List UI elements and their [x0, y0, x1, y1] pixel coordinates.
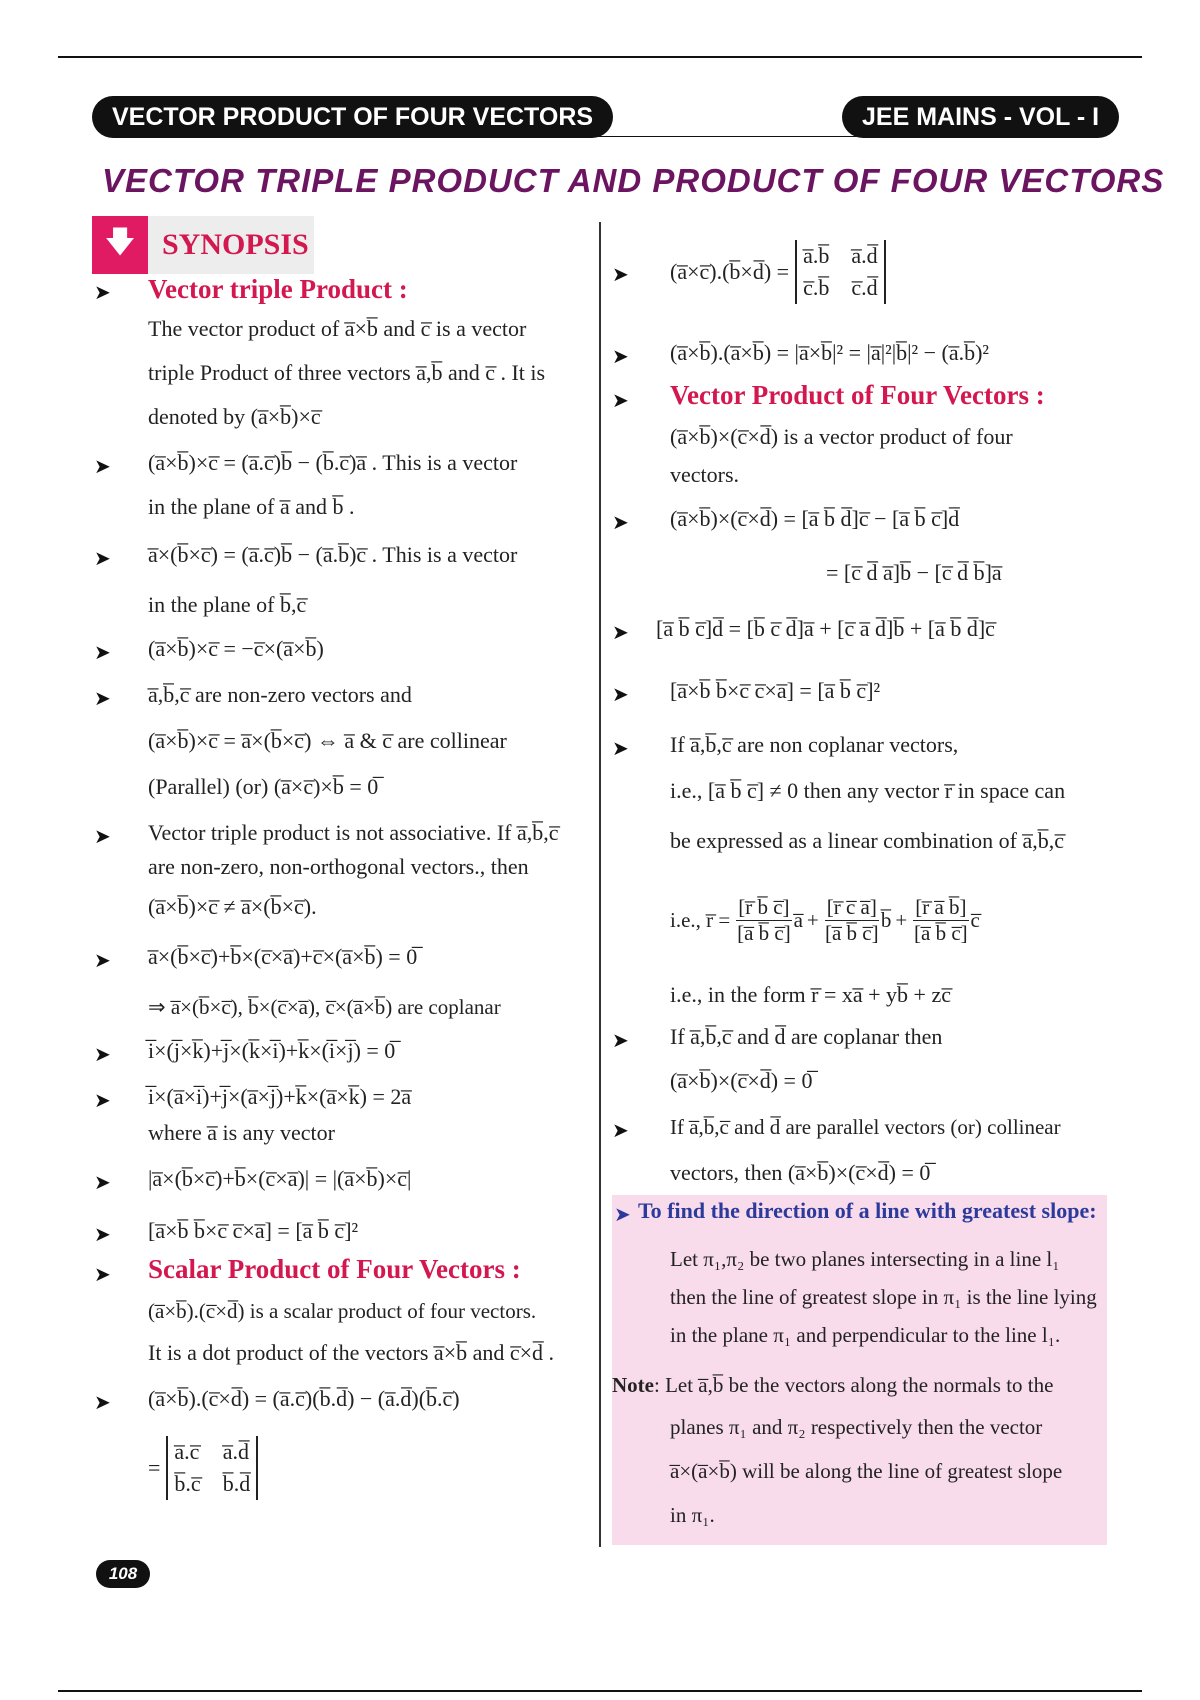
bullet-arrow-icon: ➤: [94, 1222, 111, 1246]
section-tag: VECTOR PRODUCT OF FOUR VECTORS: [92, 96, 613, 138]
determinant-matrix: [795, 240, 886, 304]
synopsis-label: SYNOPSIS: [148, 216, 314, 274]
bullet-arrow-icon: ➤: [612, 620, 629, 644]
bullet-arrow-icon: ➤: [94, 686, 111, 710]
formula-line: a̅×(b̅×c̅)+b̅×(c̅×a̅)+c̅×(a̅×b̅) = 0̅: [148, 944, 418, 969]
bullet-arrow-icon: ➤: [94, 1088, 111, 1112]
formula-line: (a̅×b̅)×c̅ = a̅×(b̅×c̅) ⇔ a̅ & c̅ are collinear: [148, 728, 507, 753]
fraction-numerator: [r̅ b̅ c̅]: [738, 894, 790, 919]
text-line: vectors.: [670, 462, 740, 487]
column-divider: [599, 222, 601, 1547]
text-line: It is a dot product of the vectors a̅×b̅ and c̅×d̅ .: [148, 1340, 555, 1365]
bullet-arrow-icon: ➤: [612, 1118, 629, 1142]
heading-vector-triple-product: Vector triple Product :: [148, 274, 408, 304]
bullet-arrow-icon: ➤: [612, 736, 629, 760]
formula-line: a̅×(b̅×c̅) = (a̅.c̅)b̅ − (a̅.b̅)c̅ . This is a vector: [148, 542, 518, 567]
note-line: [612, 1370, 1053, 1400]
formula-lhs: i.e., r̅ =: [670, 907, 731, 932]
fraction-vector: a̅: [793, 907, 803, 932]
fraction-denominator: [a̅ b̅ c̅]: [914, 920, 968, 945]
det-cell: c̅.b̅: [803, 275, 830, 300]
det-cell: b̅.c̅: [174, 1471, 201, 1496]
fraction-vector: c̅: [970, 907, 980, 932]
bottom-rule: [58, 1690, 1142, 1692]
text-line: in the plane π₁ and perpendicular to the line l₁.: [670, 1323, 1061, 1347]
formula-line: ⇒ a̅×(b̅×c̅), b̅×(c̅×a̅), c̅×(a̅×b̅) are coplanar: [148, 995, 501, 1019]
fraction-denominator: [a̅ b̅ c̅]: [737, 920, 791, 945]
text-line: The vector product of a̅×b̅ and c̅ is a vector: [148, 316, 527, 341]
det-cell: c̅.d̅: [851, 275, 878, 300]
page-number: 108: [96, 1560, 150, 1588]
down-arrow-icon: 🡇: [92, 216, 148, 274]
text-line: in π₁.: [670, 1503, 715, 1527]
det-cell: a̅.b̅: [803, 243, 830, 268]
volume-tag: JEE MAINS - VOL - I: [842, 96, 1119, 138]
text-line: If a̅,b̅,c̅ and d̅ are parallel vectors (or) collinear: [670, 1115, 1061, 1139]
formula-lhs: (a̅×c̅).(b̅×d̅) =: [670, 259, 790, 284]
formula-line: i̅×(j̅×k̅)+j̅×(k̅×i̅)+k̅×(i̅×j̅) = 0̅: [148, 1038, 396, 1063]
text-line: be expressed as a linear combination of a̅,b̅,c̅: [670, 828, 1065, 853]
formula-line: (a̅×b̅).(a̅×b̅) = |a̅×b̅|² = |a̅|²|b̅|² − (a̅.b̅)²: [670, 340, 990, 365]
bullet-arrow-icon: ➤: [612, 510, 629, 534]
fraction-denominator: [a̅ b̅ c̅]: [824, 920, 879, 945]
formula-line: (a̅×b̅)×c̅ = −c̅×(a̅×b̅): [148, 636, 324, 661]
text-line: in the plane of b̅,c̅: [148, 592, 307, 617]
det-cell: a̅.d̅: [222, 1439, 249, 1464]
bullet-arrow-icon: ➤: [94, 280, 111, 304]
text-line: denoted by (a̅×b̅)×c̅: [148, 404, 321, 429]
formula-line: (a̅×b̅)×c̅ ≠ a̅×(b̅×c̅).: [148, 894, 317, 919]
greatest-slope-heading: To find the direction of a line with greatest slope:: [638, 1198, 1097, 1223]
text-line: (Parallel) (or) (a̅×c̅)×b̅ = 0̅: [148, 774, 379, 799]
text-line: If a̅,b̅,c̅ and d̅ are coplanar then: [670, 1024, 943, 1049]
page-title: VECTOR TRIPLE PRODUCT AND PRODUCT OF FOUR VECTORS: [102, 162, 1165, 199]
text-line: are non-zero, non-orthogonal vectors., then: [148, 854, 529, 879]
fraction-numerator: [r̅ a̅ b̅]: [915, 894, 967, 919]
text-line: where a̅ is any vector: [148, 1120, 335, 1145]
determinant-formula: [670, 236, 886, 308]
formula-line: (a̅×b̅)×(c̅×d̅) = 0̅: [670, 1068, 813, 1093]
fraction: [913, 895, 968, 946]
bullet-arrow-icon: ➤: [94, 948, 111, 972]
formula-line: [a̅×b̅ b̅×c̅ c̅×a̅] = [a̅ b̅ c̅]²: [670, 678, 881, 703]
text-line: vectors, then (a̅×b̅)×(c̅×d̅) = 0̅: [670, 1160, 931, 1185]
det-cell: a̅.c̅: [174, 1439, 200, 1464]
fraction: [825, 895, 879, 946]
bullet-arrow-icon: ➤: [612, 262, 629, 286]
bullet-arrow-icon: ➤: [94, 640, 111, 664]
heading-scalar-product: Scalar Product of Four Vectors :: [148, 1254, 521, 1284]
fraction-numerator: [r̅ c̅ a̅]: [826, 894, 877, 919]
bullet-arrow-icon: ➤: [614, 1202, 631, 1226]
bullet-arrow-icon: ➤: [612, 1028, 629, 1052]
bullet-arrow-icon: ➤: [94, 1390, 111, 1414]
formula-line: = [c̅ d̅ a̅]b̅ − [c̅ d̅ b̅]a̅: [826, 560, 1002, 585]
fraction-vector: b̅: [880, 907, 892, 932]
text-line: in the plane of a̅ and b̅ .: [148, 494, 355, 519]
bullet-arrow-icon: ➤: [94, 1262, 111, 1286]
text-line: (a̅×b̅).(c̅×d̅) is a scalar product of four vectors.: [148, 1299, 537, 1323]
determinant-matrix: [166, 1436, 258, 1500]
formula-line: (a̅×b̅)×(c̅×d̅) = [a̅ b̅ d̅]c̅ − [a̅ b̅ c̅]d̅: [670, 506, 960, 531]
bullet-arrow-icon: ➤: [612, 344, 629, 368]
linear-combination-formula: i.e., r̅ = $\frac{[r̅ b̅ c̅]}{[a̅ b̅ c̅]}$ a̅ + $\frac{[r̅ c̅ a̅]}{[a̅ b̅ c̅]}$ b̅ + $\frac{[r̅ a̅ b̅]}{[a̅ b̅ c̅]}$ c̅: [670, 894, 980, 945]
formula-line: [a̅×b̅ b̅×c̅ c̅×a̅] = [a̅ b̅ c̅]²: [148, 1218, 359, 1243]
heading-vector-product: Vector Product of Four Vectors :: [670, 380, 1045, 410]
bullet-arrow-icon: ➤: [94, 1170, 111, 1194]
bullet-arrow-icon: ➤: [94, 546, 111, 570]
fraction: [736, 895, 791, 946]
formula-line: |a̅×(b̅×c̅)+b̅×(c̅×a̅)| = |(a̅×b̅)×c̅|: [148, 1166, 412, 1191]
note-text: : Let a̅,b̅ be the vectors along the normals to the: [653, 1373, 1054, 1397]
top-rule: [58, 56, 1142, 58]
bullet-arrow-icon: ➤: [94, 824, 111, 848]
text-line: i.e., in the form r̅ = xa̅ + yb̅ + zc̅: [670, 982, 951, 1007]
text-line: If a̅,b̅,c̅ are non coplanar vectors,: [670, 732, 959, 757]
formula-line: (a̅×b̅)×c̅ = (a̅.c̅)b̅ − (b̅.c̅)a̅ . This is a vector: [148, 450, 518, 475]
text-line: (a̅×b̅)×(c̅×d̅) is a vector product of four: [670, 424, 1013, 449]
text-line: planes π₁ and π₂ respectively then the vector: [670, 1415, 1043, 1439]
det-cell: b̅.d̅: [222, 1471, 251, 1496]
bullet-arrow-icon: ➤: [612, 388, 629, 412]
formula-line: [a̅ b̅ c̅]d̅ = [b̅ c̅ d̅]a̅ + [c̅ a̅ d̅]b̅ + [a̅ b̅ d̅]c̅: [656, 616, 995, 641]
note-label: Note: [612, 1373, 654, 1397]
text-line: a̅,b̅,c̅ are non-zero vectors and: [148, 682, 412, 707]
det-cell: a̅.d̅: [851, 243, 878, 268]
text-line: then the line of greatest slope in π₁ is the line lying: [670, 1285, 1097, 1309]
synopsis-badge: [92, 216, 314, 274]
text-line: Let π₁,π₂ be two planes intersecting in a line l₁: [670, 1247, 1060, 1271]
bullet-arrow-icon: ➤: [94, 1042, 111, 1066]
bullet-arrow-icon: ➤: [94, 454, 111, 478]
bullet-arrow-icon: ➤: [612, 682, 629, 706]
determinant: = a̅.c̅ a̅.d̅ b̅.c̅ b̅.d̅: [148, 1432, 258, 1504]
text-line: Vector triple product is not associative. If a̅,b̅,c̅: [148, 820, 559, 845]
text-line: i.e., [a̅ b̅ c̅] ≠ 0 then any vector r̅ in space can: [670, 778, 1066, 803]
formula-line: (a̅×b̅).(c̅×d̅) = (a̅.c̅)(b̅.d̅) − (a̅.d̅)(b̅.c̅): [148, 1386, 460, 1411]
text-line: triple Product of three vectors a̅,b̅ and c̅ . It is: [148, 360, 546, 385]
formula-line: i̅×(a̅×i̅)+j̅×(a̅×j̅)+k̅×(a̅×k̅) = 2a̅: [148, 1084, 412, 1109]
text-line: a̅×(a̅×b̅) will be along the line of greatest slope: [670, 1459, 1063, 1483]
